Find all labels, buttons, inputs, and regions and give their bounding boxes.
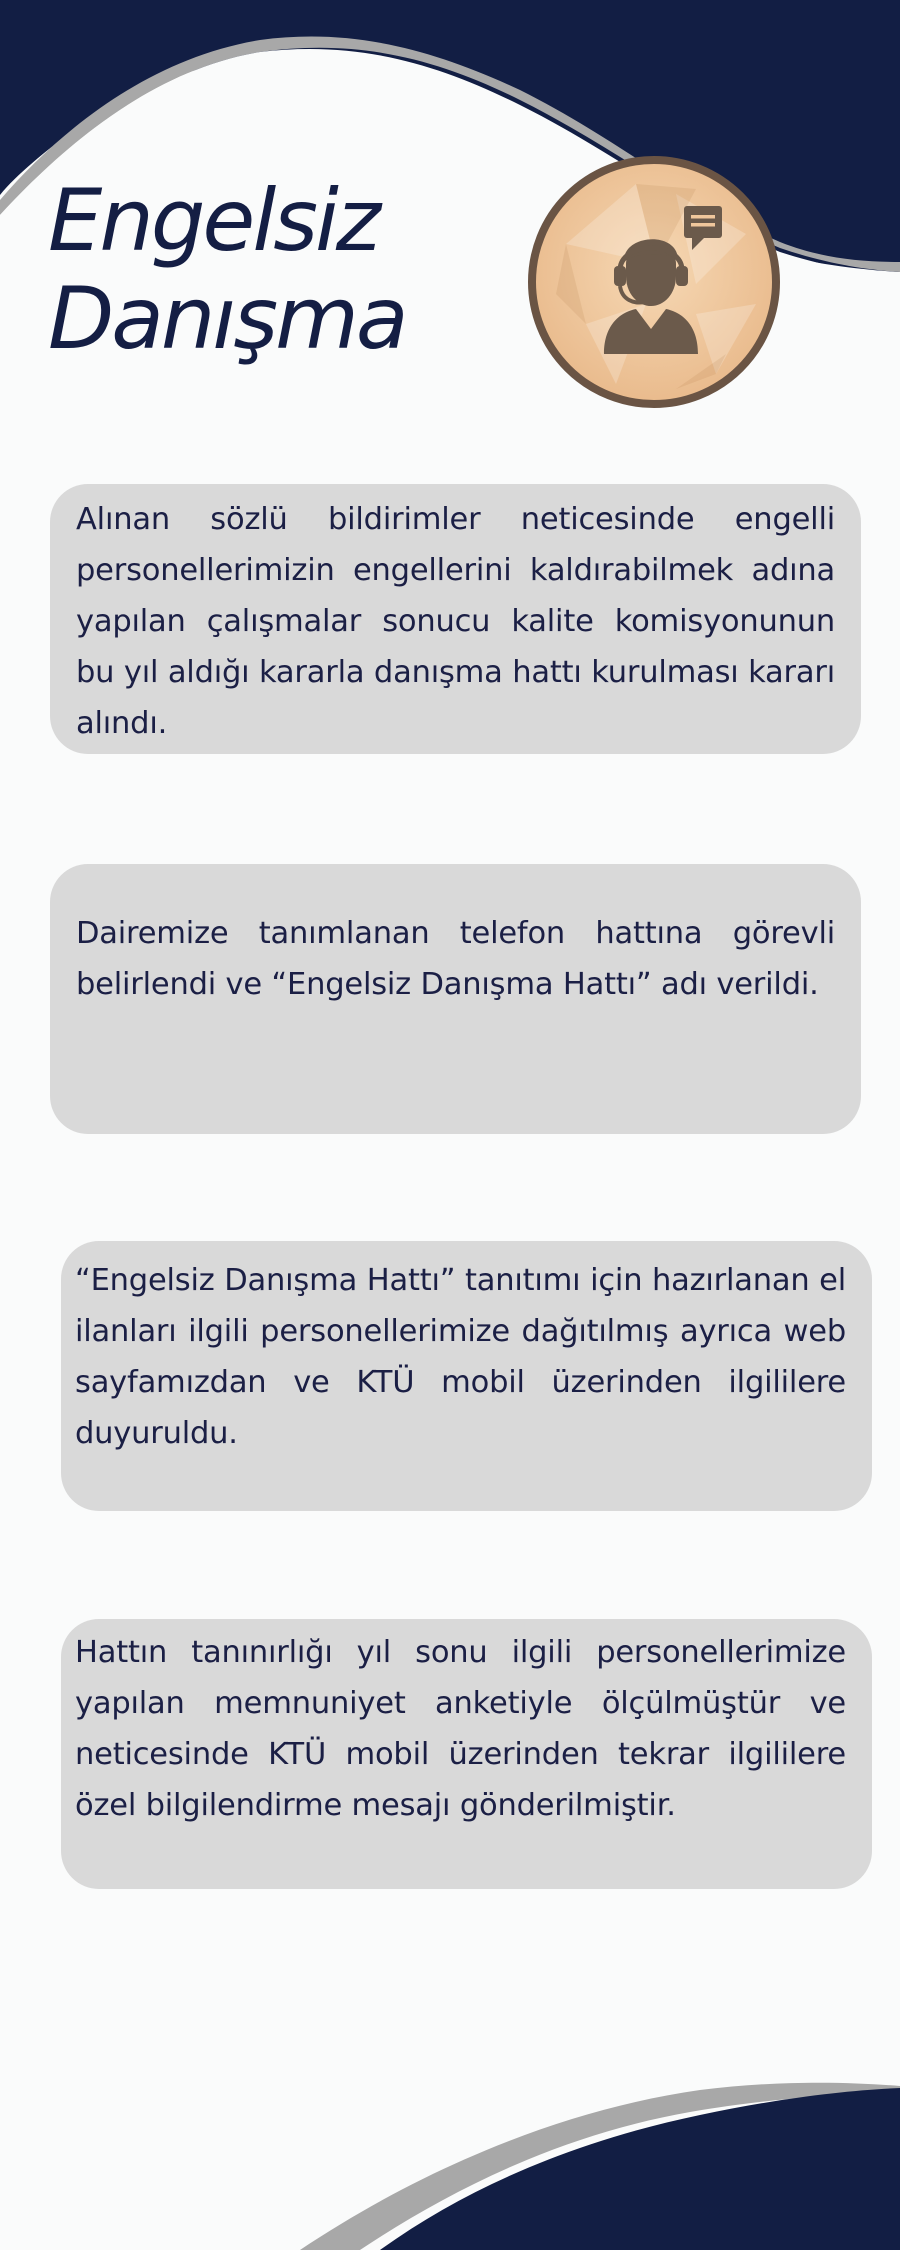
- info-card-2-text: Dairemize tanımlanan telefon hattına görevli belirlendi ve “Engelsiz Danışma Hattı” adı verildi.: [76, 916, 835, 1002]
- info-card-3: [61, 1241, 872, 1511]
- page-title-line-2: Danışma: [48, 269, 406, 369]
- page-title: [48, 172, 406, 368]
- info-card-2: [50, 864, 861, 1134]
- info-card-1: [50, 484, 861, 754]
- support-agent-badge: [526, 154, 782, 410]
- page-title-line-1: Engelsiz: [48, 171, 379, 271]
- info-card-4-text: Hattın tanınırlığı yıl sonu ilgili personellerimize yapılan memnuniyet anketiyle ölçülmüştür ve neticesinde KTÜ mobil üzerinden tekrar ilgililere özel bilgilendirme mesajı gönderilmiştir.: [75, 1635, 846, 1823]
- support-agent-icon: [526, 154, 782, 410]
- info-card-3-text: “Engelsiz Danışma Hattı” tanıtımı için hazırlanan el ilanları ilgili personellerimize dağıtılmış ayrıca web sayfamızdan ve KTÜ mobil üzerinden ilgililere duyuruldu.: [75, 1263, 846, 1451]
- info-card-4: [61, 1619, 872, 1889]
- info-card-1-text: Alınan sözlü bildirimler neticesinde engelli personellerimizin engellerini kaldırabilmek adına yapılan çalışmalar sonucu kalite komisyonunun bu yıl aldığı kararla danışma hattı kurulması kararı alındı.: [76, 502, 835, 741]
